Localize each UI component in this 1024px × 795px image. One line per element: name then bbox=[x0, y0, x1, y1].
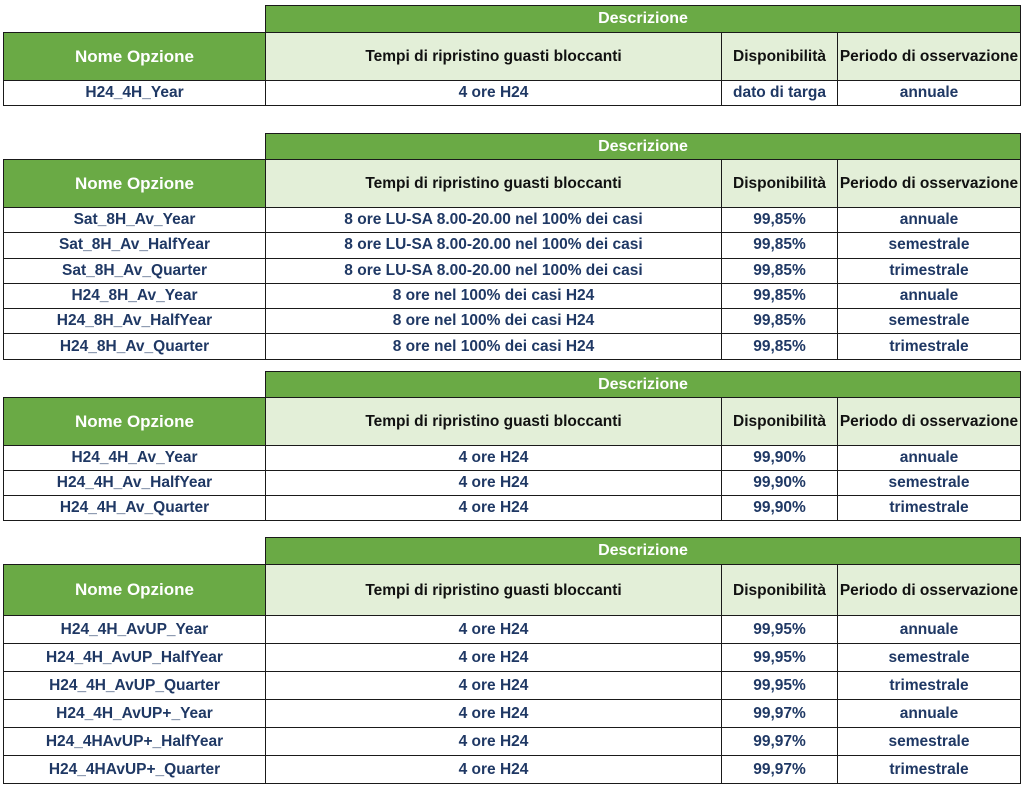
availability-header: Disponibilità bbox=[722, 160, 838, 208]
column-header-row bbox=[4, 160, 1021, 208]
restore-time-cell: 4 ore H24 bbox=[266, 616, 722, 644]
availability-cell: 99,95% bbox=[722, 672, 838, 700]
description-header: Descrizione bbox=[266, 538, 1021, 565]
table-row bbox=[4, 616, 1021, 644]
column-header-row bbox=[4, 398, 1021, 446]
description-header-row bbox=[4, 134, 1021, 160]
table-row bbox=[4, 700, 1021, 728]
option-name-cell: H24_4H_Av_Quarter bbox=[4, 496, 266, 521]
column-header-row bbox=[4, 33, 1021, 81]
table-row bbox=[4, 208, 1021, 233]
table-row bbox=[4, 496, 1021, 521]
restore-time-cell: 4 ore H24 bbox=[266, 446, 722, 471]
empty-corner-cell bbox=[4, 538, 266, 565]
option-name-cell: H24_4HAvUP+_Quarter bbox=[4, 756, 266, 784]
observation-period-cell: trimestrale bbox=[838, 672, 1021, 700]
restore-time-cell: 8 ore nel 100% dei casi H24 bbox=[266, 309, 722, 334]
restore-time-cell: 8 ore nel 100% dei casi H24 bbox=[266, 334, 722, 359]
table-row bbox=[4, 728, 1021, 756]
table-row bbox=[4, 334, 1021, 359]
restore-time-cell: 4 ore H24 bbox=[266, 81, 722, 106]
options-table bbox=[3, 537, 1021, 784]
description-header-row bbox=[4, 538, 1021, 565]
availability-cell: 99,90% bbox=[722, 496, 838, 521]
option-name-cell: H24_8H_Av_Quarter bbox=[4, 334, 266, 359]
observation-period-cell: annuale bbox=[838, 446, 1021, 471]
observation-period-header: Periodo di osservazione bbox=[838, 160, 1021, 208]
table-row bbox=[4, 644, 1021, 672]
observation-period-cell: annuale bbox=[838, 700, 1021, 728]
observation-period-cell: semestrale bbox=[838, 233, 1021, 258]
availability-cell: 99,90% bbox=[722, 471, 838, 496]
observation-period-cell: semestrale bbox=[838, 471, 1021, 496]
restore-time-cell: 4 ore H24 bbox=[266, 700, 722, 728]
availability-cell: 99,97% bbox=[722, 700, 838, 728]
description-header-row bbox=[4, 372, 1021, 398]
availability-cell: 99,95% bbox=[722, 616, 838, 644]
description-header: Descrizione bbox=[266, 134, 1021, 160]
empty-corner-cell bbox=[4, 6, 266, 33]
availability-header: Disponibilità bbox=[722, 565, 838, 616]
restore-time-header: Tempi di ripristino guasti bloccanti bbox=[266, 33, 722, 81]
restore-time-cell: 4 ore H24 bbox=[266, 672, 722, 700]
observation-period-cell: annuale bbox=[838, 81, 1021, 106]
availability-cell: 99,97% bbox=[722, 728, 838, 756]
option-name-cell: H24_4H_Av_HalfYear bbox=[4, 471, 266, 496]
option-name-header: Nome Opzione bbox=[4, 398, 266, 446]
table-row bbox=[4, 309, 1021, 334]
option-name-cell: H24_4HAvUP+_HalfYear bbox=[4, 728, 266, 756]
option-name-cell: H24_4H_AvUP_Quarter bbox=[4, 672, 266, 700]
observation-period-cell: trimestrale bbox=[838, 258, 1021, 283]
option-name-cell: H24_4H_AvUP_Year bbox=[4, 616, 266, 644]
table-row bbox=[4, 672, 1021, 700]
option-name-cell: H24_8H_Av_HalfYear bbox=[4, 309, 266, 334]
options-table bbox=[3, 371, 1021, 521]
restore-time-header: Tempi di ripristino guasti bloccanti bbox=[266, 160, 722, 208]
option-name-header: Nome Opzione bbox=[4, 565, 266, 616]
table-row bbox=[4, 233, 1021, 258]
observation-period-header: Periodo di osservazione bbox=[838, 33, 1021, 81]
table-row bbox=[4, 283, 1021, 308]
restore-time-cell: 4 ore H24 bbox=[266, 471, 722, 496]
observation-period-header: Periodo di osservazione bbox=[838, 398, 1021, 446]
option-name-cell: H24_4H_AvUP+_Year bbox=[4, 700, 266, 728]
restore-time-cell: 8 ore nel 100% dei casi H24 bbox=[266, 283, 722, 308]
restore-time-cell: 4 ore H24 bbox=[266, 756, 722, 784]
availability-cell: 99,85% bbox=[722, 233, 838, 258]
table-row bbox=[4, 471, 1021, 496]
empty-corner-cell bbox=[4, 134, 266, 160]
observation-period-cell: annuale bbox=[838, 208, 1021, 233]
description-header: Descrizione bbox=[266, 372, 1021, 398]
column-header-row bbox=[4, 565, 1021, 616]
description-header-row bbox=[4, 6, 1021, 33]
restore-time-header: Tempi di ripristino guasti bloccanti bbox=[266, 398, 722, 446]
option-name-cell: H24_4H_Year bbox=[4, 81, 266, 106]
observation-period-cell: semestrale bbox=[838, 309, 1021, 334]
observation-period-cell: trimestrale bbox=[838, 756, 1021, 784]
observation-period-cell: trimestrale bbox=[838, 496, 1021, 521]
option-name-cell: Sat_8H_Av_HalfYear bbox=[4, 233, 266, 258]
restore-time-cell: 4 ore H24 bbox=[266, 728, 722, 756]
restore-time-cell: 8 ore LU-SA 8.00-20.00 nel 100% dei casi bbox=[266, 258, 722, 283]
restore-time-cell: 4 ore H24 bbox=[266, 644, 722, 672]
availability-cell: 99,97% bbox=[722, 756, 838, 784]
observation-period-cell: annuale bbox=[838, 616, 1021, 644]
availability-cell: 99,85% bbox=[722, 208, 838, 233]
observation-period-cell: semestrale bbox=[838, 728, 1021, 756]
restore-time-cell: 8 ore LU-SA 8.00-20.00 nel 100% dei casi bbox=[266, 208, 722, 233]
availability-cell: dato di targa bbox=[722, 81, 838, 106]
description-header: Descrizione bbox=[266, 6, 1021, 33]
availability-cell: 99,85% bbox=[722, 283, 838, 308]
observation-period-cell: trimestrale bbox=[838, 334, 1021, 359]
table-row bbox=[4, 446, 1021, 471]
availability-cell: 99,90% bbox=[722, 446, 838, 471]
observation-period-cell: annuale bbox=[838, 283, 1021, 308]
option-name-cell: H24_4H_AvUP_HalfYear bbox=[4, 644, 266, 672]
observation-period-cell: semestrale bbox=[838, 644, 1021, 672]
options-table bbox=[3, 5, 1021, 106]
availability-cell: 99,85% bbox=[722, 334, 838, 359]
options-table bbox=[3, 133, 1021, 360]
empty-corner-cell bbox=[4, 372, 266, 398]
option-name-cell: Sat_8H_Av_Quarter bbox=[4, 258, 266, 283]
restore-time-header: Tempi di ripristino guasti bloccanti bbox=[266, 565, 722, 616]
observation-period-header: Periodo di osservazione bbox=[838, 565, 1021, 616]
availability-cell: 99,85% bbox=[722, 258, 838, 283]
availability-header: Disponibilità bbox=[722, 33, 838, 81]
table-row bbox=[4, 756, 1021, 784]
availability-cell: 99,85% bbox=[722, 309, 838, 334]
restore-time-cell: 8 ore LU-SA 8.00-20.00 nel 100% dei casi bbox=[266, 233, 722, 258]
restore-time-cell: 4 ore H24 bbox=[266, 496, 722, 521]
option-name-cell: Sat_8H_Av_Year bbox=[4, 208, 266, 233]
option-name-cell: H24_8H_Av_Year bbox=[4, 283, 266, 308]
option-name-header: Nome Opzione bbox=[4, 33, 266, 81]
table-row bbox=[4, 258, 1021, 283]
option-name-cell: H24_4H_Av_Year bbox=[4, 446, 266, 471]
availability-header: Disponibilità bbox=[722, 398, 838, 446]
availability-cell: 99,95% bbox=[722, 644, 838, 672]
table-row bbox=[4, 81, 1021, 106]
option-name-header: Nome Opzione bbox=[4, 160, 266, 208]
